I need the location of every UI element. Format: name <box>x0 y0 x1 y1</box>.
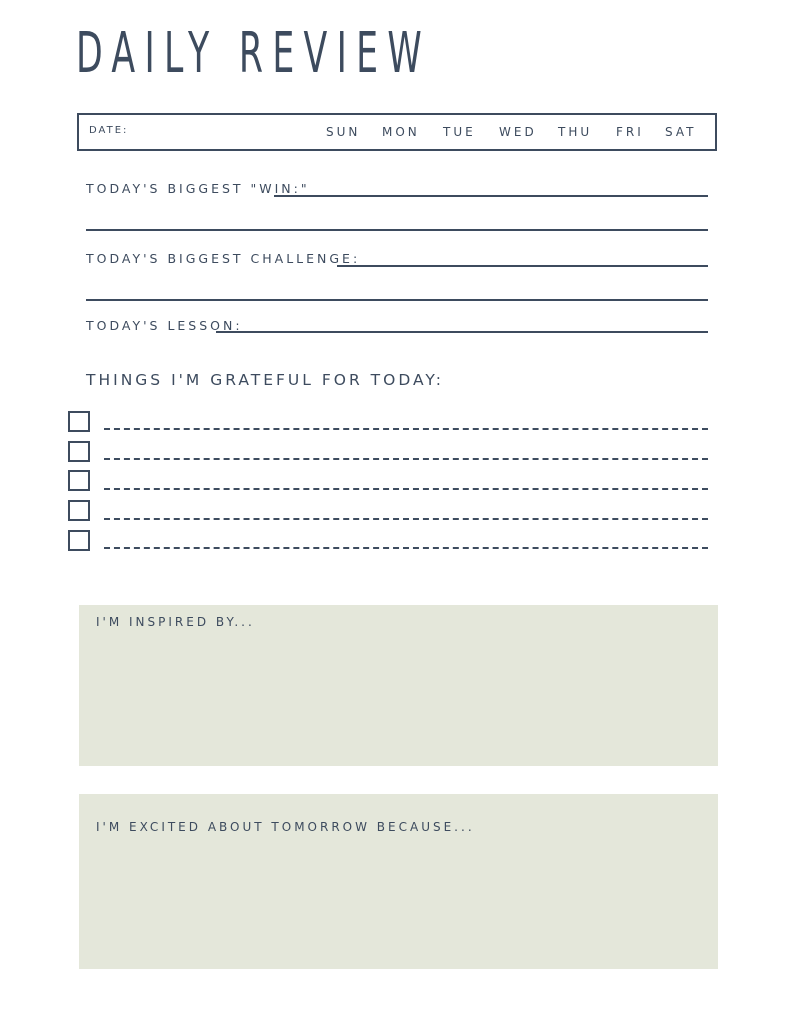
gratitude-checkbox-5[interactable] <box>68 530 90 551</box>
day-thu[interactable]: THU <box>558 125 593 139</box>
gratitude-checkbox-1[interactable] <box>68 411 90 432</box>
page-title: DAILY REVIEW <box>76 21 432 86</box>
gratitude-heading: THINGS I'M GRATEFUL FOR TODAY: <box>86 371 445 389</box>
inspired-label: I'M INSPIRED BY... <box>96 615 255 629</box>
gratitude-line-3[interactable] <box>104 488 708 490</box>
lesson-label: TODAY'S LESSON: <box>86 318 243 333</box>
gratitude-line-2[interactable] <box>104 458 708 460</box>
gratitude-checkbox-2[interactable] <box>68 441 90 462</box>
day-mon[interactable]: MON <box>382 125 420 139</box>
win-line-1[interactable] <box>274 195 708 197</box>
excited-panel[interactable] <box>79 794 718 969</box>
gratitude-line-4[interactable] <box>104 518 708 520</box>
challenge-label: TODAY'S BIGGEST CHALLENGE: <box>86 251 361 266</box>
gratitude-checkbox-3[interactable] <box>68 470 90 491</box>
gratitude-checkbox-4[interactable] <box>68 500 90 521</box>
gratitude-line-1[interactable] <box>104 428 708 430</box>
day-wed[interactable]: WED <box>499 125 537 139</box>
lesson-line[interactable] <box>216 331 708 333</box>
gratitude-line-5[interactable] <box>104 547 708 549</box>
day-tue[interactable]: TUE <box>443 125 476 139</box>
inspired-panel[interactable] <box>79 605 718 766</box>
day-sun[interactable]: SUN <box>326 125 361 139</box>
challenge-line-2[interactable] <box>86 299 708 301</box>
excited-label: I'M EXCITED ABOUT TOMORROW BECAUSE... <box>96 820 475 834</box>
day-sat[interactable]: SAT <box>665 125 697 139</box>
win-label: TODAY'S BIGGEST "WIN:" <box>86 181 310 196</box>
win-line-2[interactable] <box>86 229 708 231</box>
challenge-line-1[interactable] <box>337 265 708 267</box>
date-bar <box>77 113 717 151</box>
date-label: DATE: <box>89 125 129 136</box>
day-fri[interactable]: FRI <box>616 125 644 139</box>
